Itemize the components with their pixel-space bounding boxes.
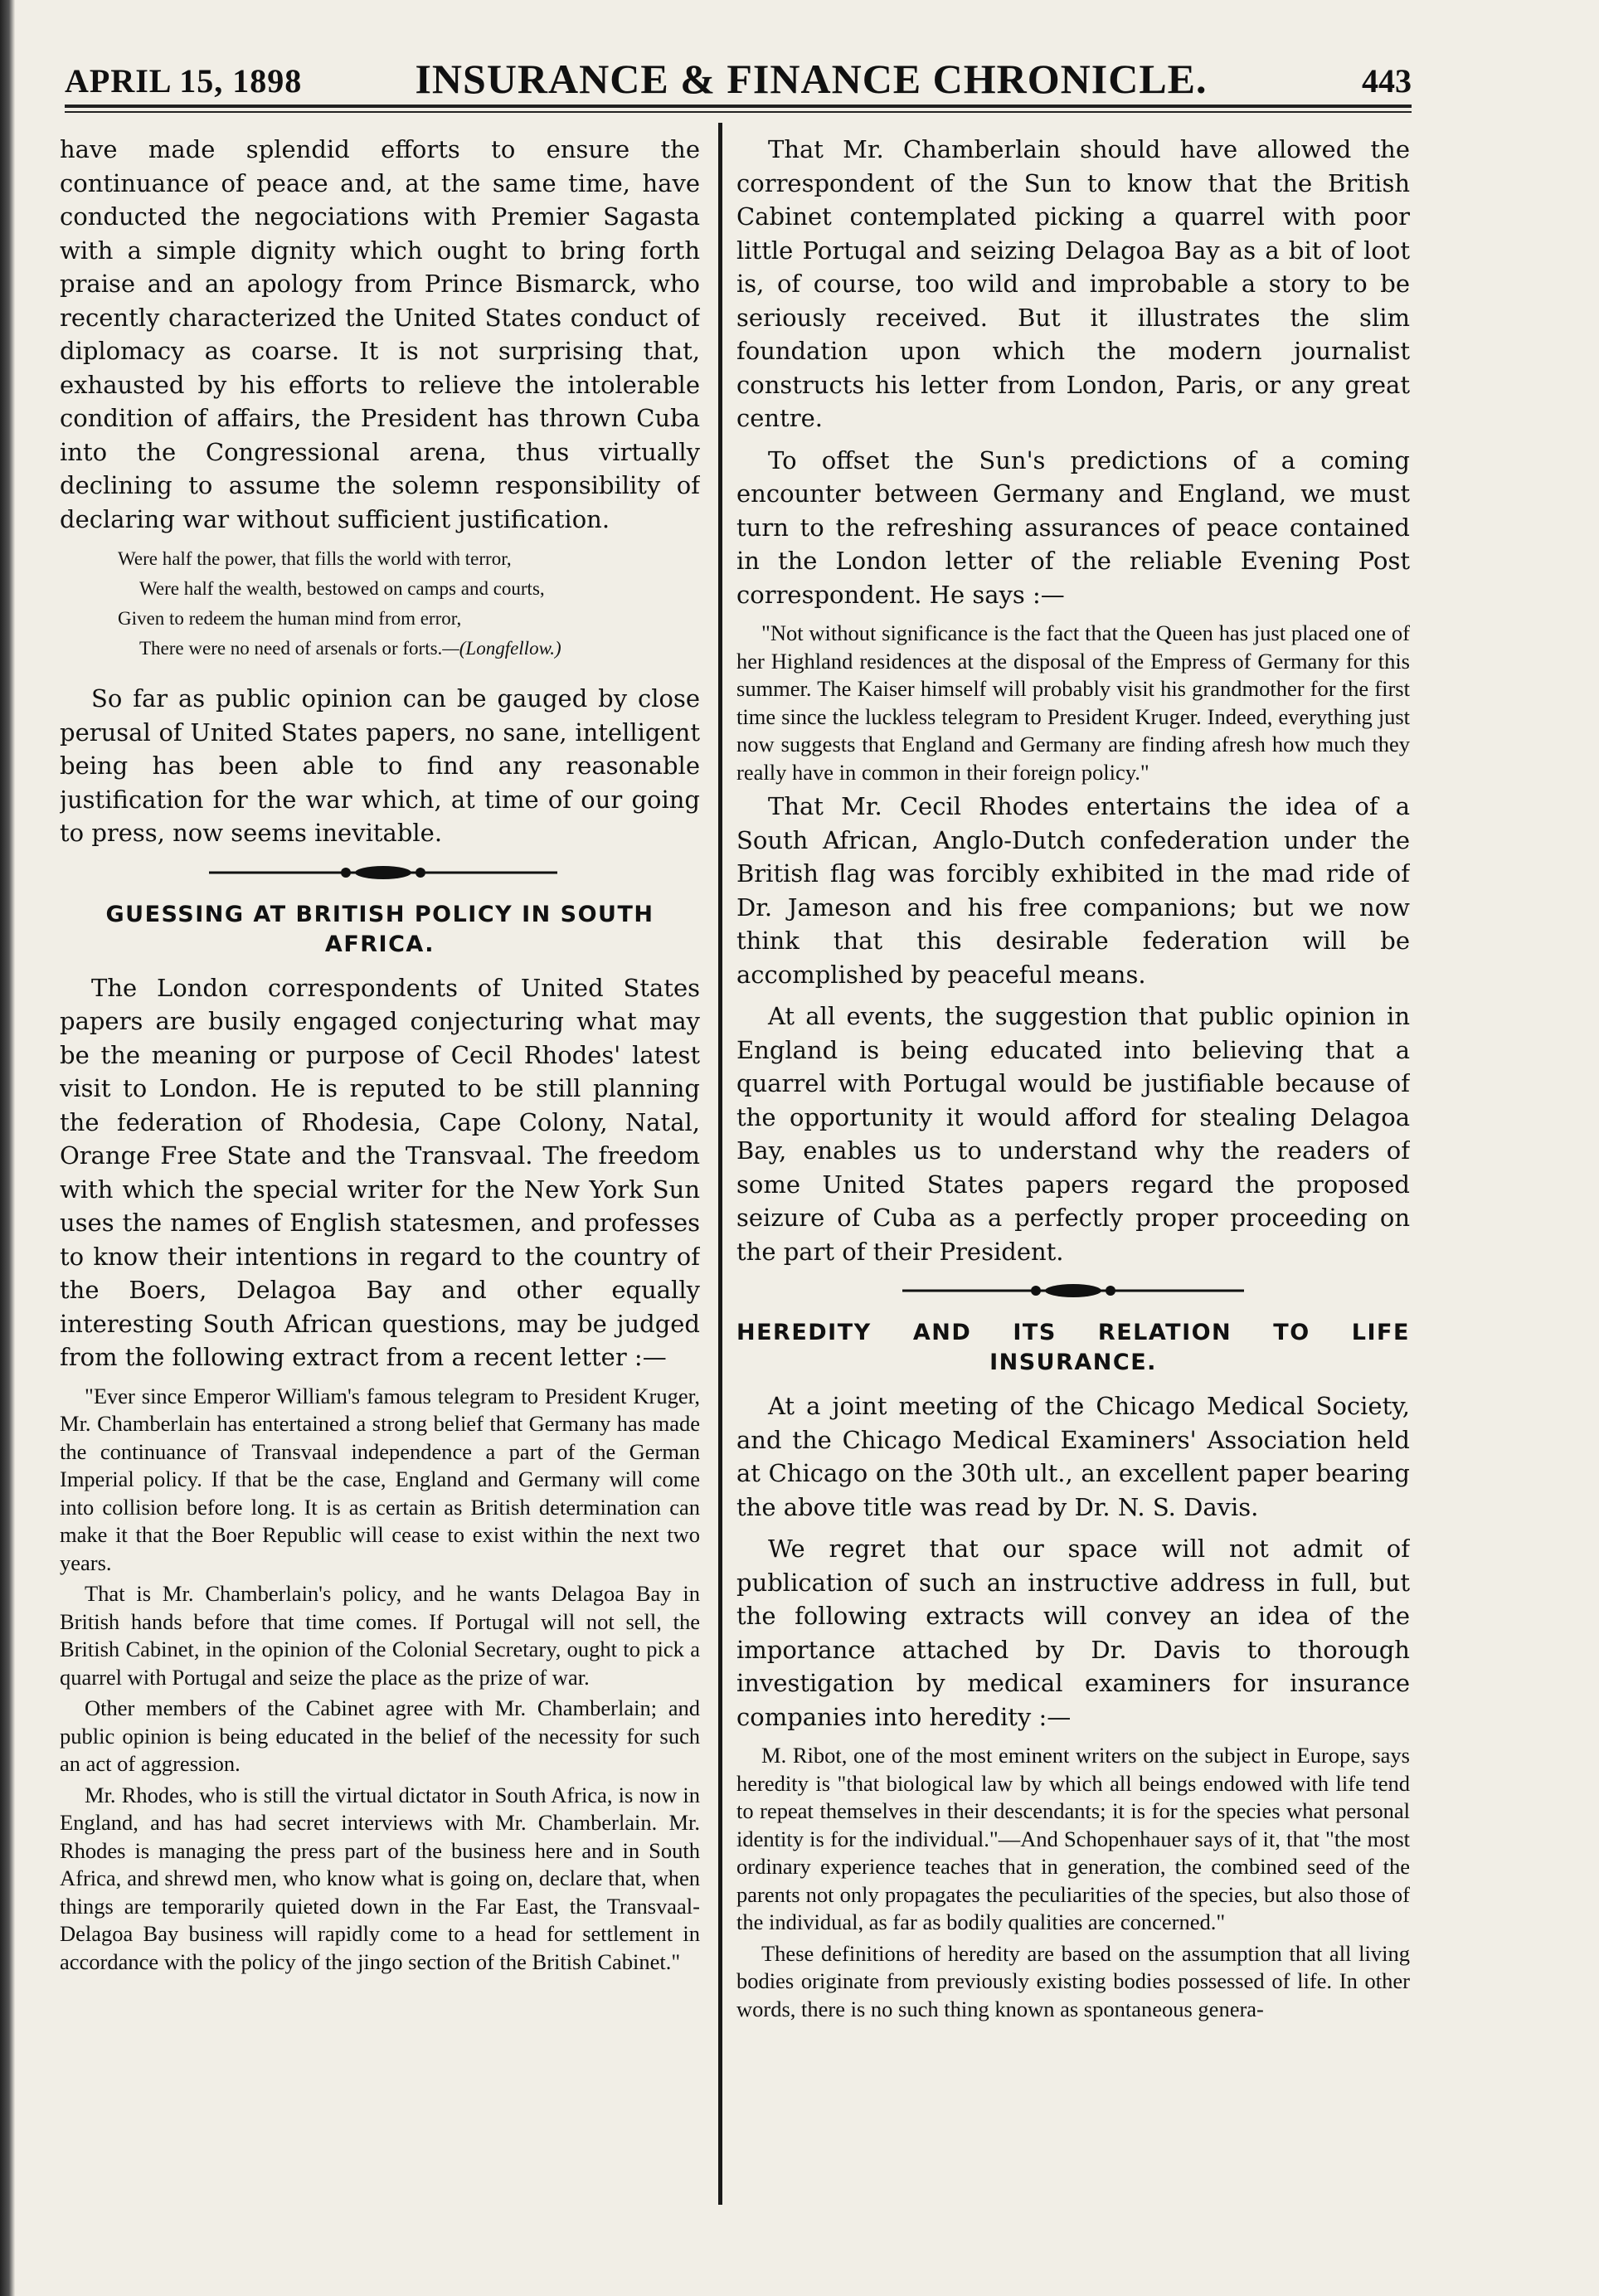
article-paragraph: The London correspondents of United States papers are busily engaged conjecturing what may be the meaning or purpose of Cecil Rhodes' latest visit to London. He is reputed to be still planning the federation of Rhodesia, Cape Colony, Natal, Orange Free State and the Transvaal. The freedom with which the special writer for the New York Sun uses the names of English statesmen, and professes to know their intentions in regard to the country of the Boers, Delagoa Bay and other equally interesting South African questions, may be judged from the following extract from a recent letter :— [60, 973, 700, 1371]
poem-line-3: Given to redeem the human mind from error, [118, 608, 462, 629]
title-word: ITS [1013, 1320, 1057, 1345]
title-word: TO [1273, 1320, 1310, 1345]
intro-paragraph: have made splendid efforts to ensure the continuance of peace and, at the same time, have conducted the negociations with Premier Sagasta with a simple dignity which ought to bring forth praise and an apology from Prince Bismarck, who recently characterized the United States conduct of diplomacy as coarse. It is not surprising that, exhausted by his efforts to relieve the intolerable condition of affairs, the President has thrown Cuba into the Congressional arena, thus virtually declining to assume the solemn responsibility of declaring war without sufficient justification. [60, 135, 700, 533]
left-column [60, 133, 700, 2206]
title-word: HEREDITY [736, 1320, 872, 1345]
column-divider [718, 123, 722, 2205]
section-title-heredity [736, 1318, 1410, 1378]
quoted-paragraph: These definitions of heredity are based on the assumption that all living bodies originate from previously existing bodies possessed of life. In other words, there is no such thing known as spontaneous genera- [736, 1940, 1410, 2021]
publication-title: INSURANCE & FINANCE CHRONICLE. [415, 56, 1208, 102]
quoted-paragraph: Mr. Rhodes, who is still the virtual dictator in South Africa, is now in England, and has had secret interviews with Mr. Chamberlain. Mr. Rhodes is managing the press part of the business here and in South Africa, and shrewd men, who know what is going on, declare that, when things are temporarily quieted down in the Far East, the Transvaal-Delagoa Bay business will rapidly come to a head for settlement in accordance with the policy of the jingo section of the British Cabinet." [60, 1782, 700, 1974]
quoted-paragraph: "Ever since Emperor William's famous telegram to President Kruger, Mr. Chamberlain has entertained a strong belief that Germany has made the continuance of Transvaal independence a part of the German Imperial policy. If that be the case, England and Germany will come into collision before long. It is as certain as British determination can make it that the Boer Republic will cease to exist within the next two years. [60, 1383, 700, 1575]
article-paragraph: To offset the Sun's predictions of a coming encounter between Germany and England, we must turn to the refreshing assurances of peace contained in the London letter of the reliable Evening Post correspondent. He says :— [736, 445, 1410, 609]
article-paragraph: We regret that our space will not admit of publication of such an instructive address in full, but the following extracts will convey an idea of the importance attached by Dr. Davis to thorough investigation by medical examiners for insurance companies into heredity :— [736, 1535, 1410, 1731]
section-title-line-2: AFRICA. [324, 931, 435, 957]
quoted-paragraph: M. Ribot, one of the most eminent writers on the subject in Europe, says heredity is "that biological law by which all beings endowed with life tend to repeat themselves in their descendants; it is for the species what personal identity is for the individual."—And Schopenhauer says of it, that "the most ordinary experience teaches that in generation, the combined seed of the parents not only propagates the peculiarities of the species, but also those of the individual, as far as bodily qualities are concerned." [736, 1743, 1410, 1934]
quoted-paragraph: Other members of the Cabinet agree with Mr. Chamberlain; and public opinion is being educated in the belief of the necessity for such an act of aggression. [60, 1695, 700, 1776]
article-paragraph: At a joint meeting of the Chicago Medical Society, and the Chicago Medical Examiners' Association held at Chicago on the 30th ult., an excellent paper bearing the above title was read by Dr. N. S. Davis. [736, 1392, 1410, 1521]
issue-date: APRIL 15, 1898 [65, 62, 303, 100]
article-paragraph: At all events, the suggestion that public opinion in England is being educated into believing that a quarrel with Portugal would be justifiable because of the opportunity it would afford for stealing Delagoa Bay, enables us to understand why the readers of some United States papers regard the proposed seizure of Cuba as a perfectly proper proceeding on the part of their President. [736, 1002, 1410, 1266]
article-paragraph: That Mr. Cecil Rhodes entertains the idea of a South African, Anglo-Dutch confederation under the British flag was forcibly exhibited in the mad ride of Dr. Jameson and his free companions; but we now think that this desirable federation will be accomplished by peaceful means. [736, 792, 1410, 989]
poem-line-4: There were no need of arsenals or forts. [139, 638, 443, 659]
article-paragraph: That Mr. Chamberlain should have allowed the correspondent of the Sun to know that the British Cabinet contemplated picking a quarrel with poor little Portugal and seizing Delagoa Bay as a bit of loot is, of course, too wild and improbable a story to be seriously received. But it illustrates the slim foundation upon which the modern journalist constructs his letter from London, Paris, or any great centre. [736, 135, 1410, 432]
section-divider-ornament [60, 860, 700, 885]
quoted-paragraph: That is Mr. Chamberlain's policy, and he wants Delagoa Bay in British hands before that time comes. If Portugal will not sell, the British Cabinet, in the opinion of the Colonial Secretary, ought to pick a quarrel with Portugal and seize the place as the prize of war. [60, 1581, 700, 1690]
section-title-line-2: INSURANCE. [989, 1350, 1157, 1375]
title-word: AND [912, 1320, 972, 1345]
poem-quotation [118, 544, 700, 664]
page-header [65, 51, 1412, 101]
closing-paragraph: So far as public opinion can be gauged by close perusal of United States papers, no sane, intelligent being has been able to find any reasonable justification for the war which, at time of our going to press, now seems inevitable. [60, 684, 700, 847]
quoted-paragraph: "Not without significance is the fact that the Queen has just placed one of her Highland residences at the disposal of the Empress of Germany for this summer. The Kaiser himself will probably visit his grandmother for the first time since the luckless telegram to President Kruger. Indeed, everything just now suggests that England and Germany are finding afresh how much they really have in common in their foreign policy." [736, 620, 1410, 785]
header-rule-bottom [65, 111, 1412, 113]
section-title-british-policy [60, 900, 700, 960]
header-rule-top [65, 105, 1412, 108]
section-divider-ornament [736, 1278, 1410, 1303]
page-binding-edge [0, 0, 15, 2296]
poem-line-2: Were half the wealth, bestowed on camps and courts, [139, 578, 545, 599]
title-word: RELATION [1097, 1320, 1232, 1345]
poem-citation: —(Longfellow.) [442, 638, 561, 659]
section-title-line-1 [736, 1318, 1410, 1348]
poem-line-4-wrapper [118, 634, 700, 664]
section-title-line-1: GUESSING AT BRITISH POLICY IN SOUTH [105, 901, 654, 927]
title-word: LIFE [1351, 1320, 1410, 1345]
right-column [736, 133, 1410, 2206]
page-number: 443 [1362, 62, 1412, 100]
poem-line-1: Were half the power, that fills the world with terror, [118, 548, 512, 569]
